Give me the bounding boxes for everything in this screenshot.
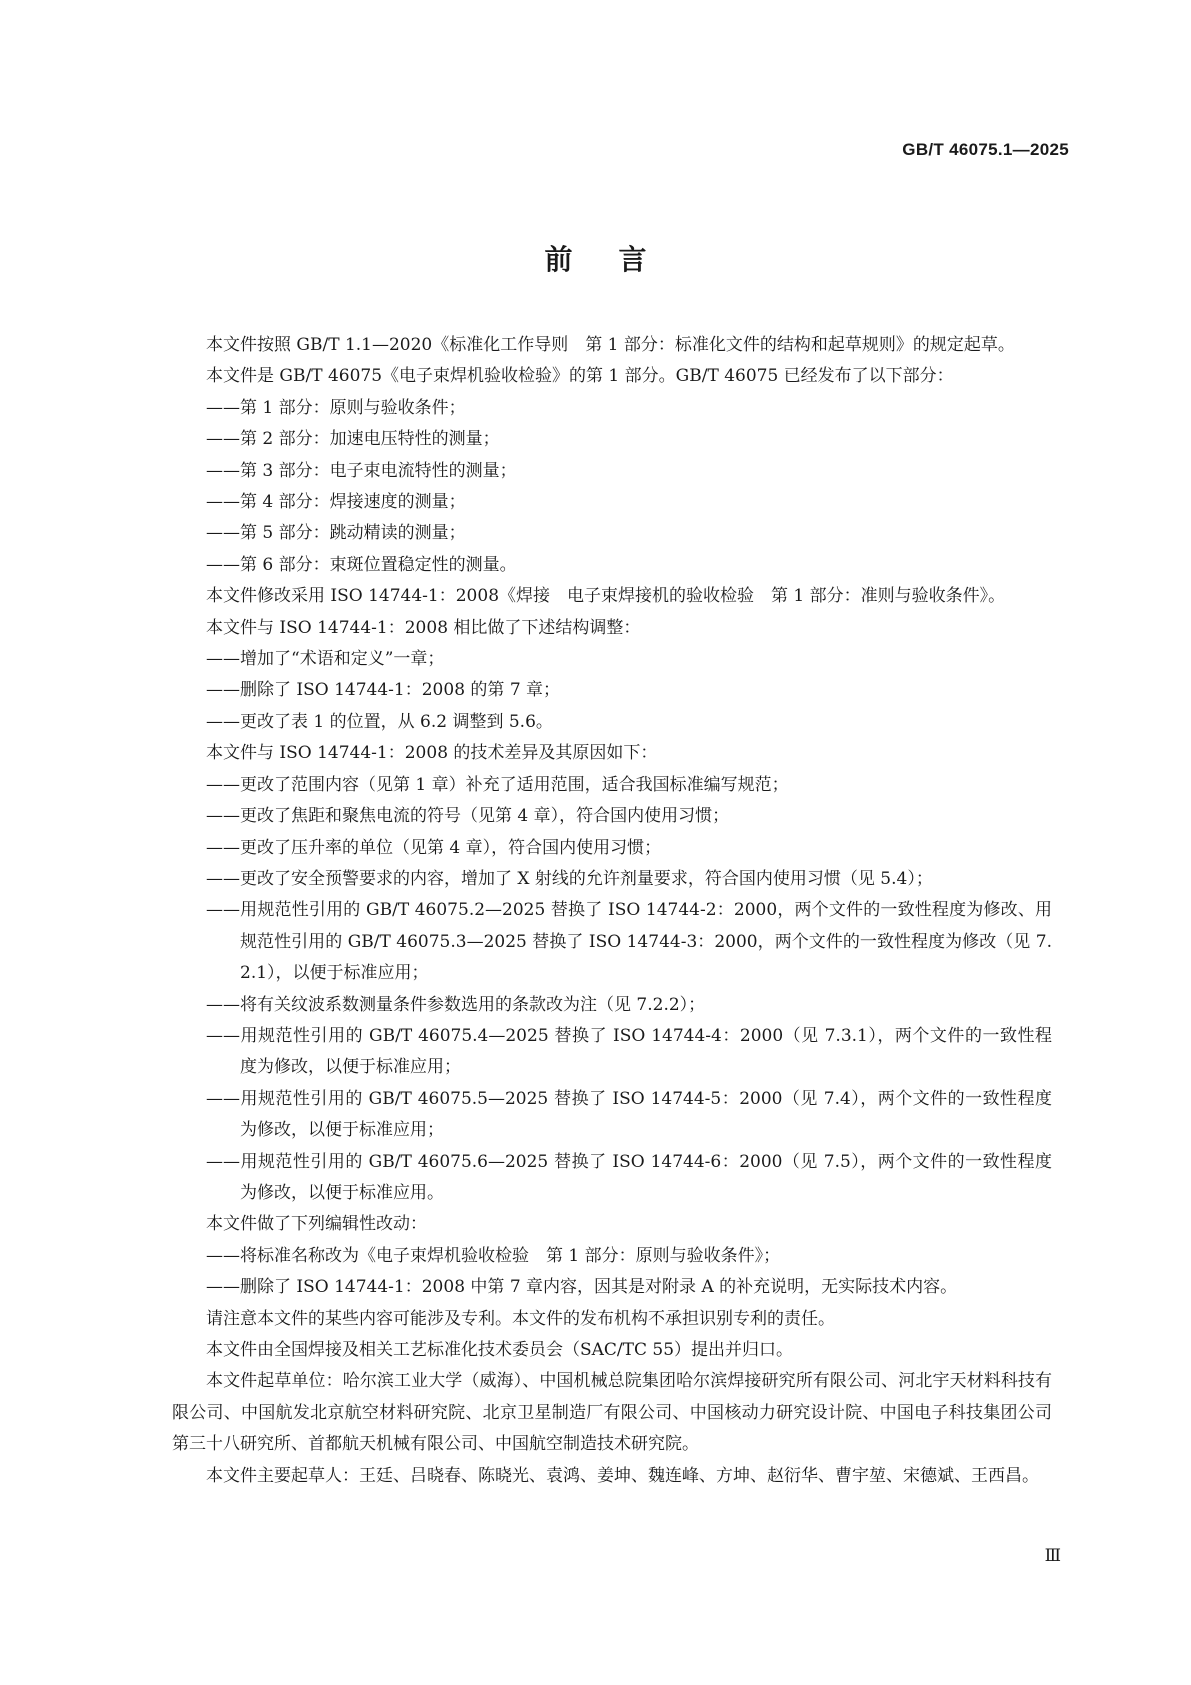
list-item: ——将有关纹波系数测量条件参数选用的条款改为注（见 7.2.2）； (206, 994, 706, 1015)
paragraph: 本文件是 GB/T 46075《电子束焊机验收检验》的第 1 部分。GB/T 46075 已经发布了以下部分： (206, 366, 954, 387)
paragraph: 本文件与 ISO 14744-1：2008 相比做了下述结构调整： (206, 617, 641, 638)
list-item: ——用规范性引用的 GB/T 46075.2—2025 替换了 ISO 14744-2：2000，两个文件的一致性程度为修改、用规范性引用的 GB/T 46075.3—2025 替换了 ISO 14744-3：2000，两个文件的一致性程度为修改（见 7.2.1），以便于标准应用； (206, 900, 1052, 984)
list-item: ——第 1 部分：原则与验收条件； (206, 397, 466, 418)
list-item: ——第 5 部分：跳动精读的测量； (206, 523, 466, 544)
list-item: ——第 3 部分：电子束电流特性的测量； (206, 460, 517, 481)
paragraph: 本文件做了下列编辑性改动： (206, 1214, 427, 1235)
list-item: ——更改了焦距和聚焦电流的符号（见第 4 章），符合国内使用习惯； (206, 806, 730, 827)
paragraph: 本文件由全国焊接及相关工艺标准化技术委员会（SAC/TC 55）提出并归口。 (206, 1340, 794, 1360)
list-item: ——将标准名称改为《电子束焊机验收检验 第 1 部分：原则与验收条件》； (206, 1245, 781, 1266)
list-item: ——更改了安全预警要求的内容，增加了 X 射线的允许剂量要求，符合国内使用习惯（见 5.4）； (206, 868, 933, 889)
list-item: ——用规范性引用的 GB/T 46075.6—2025 替换了 ISO 14744-6：2000（见 7.5），两个文件的一致性程度为修改，以便于标准应用。 (206, 1151, 1052, 1203)
list-item: ——删除了 ISO 14744-1：2008 中第 7 章内容，因其是对附录 A 的补充说明，无实际技术内容。 (206, 1277, 958, 1298)
list-item: ——更改了表 1 的位置，从 6.2 调整到 5.6。 (206, 711, 553, 732)
paragraph: 本文件与 ISO 14744-1：2008 的技术差异及其原因如下： (206, 743, 658, 764)
paragraph: 本文件起草单位：哈尔滨工业大学（威海）、中国机械总院集团哈尔滨焊接研究所有限公司、河北宇天材料科技有限公司、中国航发北京航空材料研究院、北京卫星制造厂有限公司、中国核动力研究设计院、中国电子科技集团公司第三十八研究所、首都航天机械有限公司、中国航空制造技术研究院。 (172, 1371, 1052, 1455)
paragraph: 请注意本文件的某些内容可能涉及专利。本文件的发布机构不承担识别专利的责任。 (206, 1308, 835, 1329)
list-item: ——更改了范围内容（见第 1 章）补充了适用范围，适合我国标准编写规范； (206, 774, 789, 795)
page-title: 前言 (544, 243, 693, 276)
list-item: ——第 6 部分：束斑位置稳定性的测量。 (206, 554, 517, 575)
document-code: GB/T 46075.1—2025 (902, 140, 1069, 159)
list-item: ——第 2 部分：加速电压特性的测量； (206, 429, 500, 450)
list-item: ——增加了“术语和定义”一章； (206, 649, 445, 670)
foreword-body (172, 330, 1052, 1492)
paragraph: 本文件修改采用 ISO 14744-1：2008《焊接 电子束焊接机的验收检验 第 1 部分：准则与验收条件》。 (206, 586, 1006, 607)
page-number: Ⅲ (1044, 1546, 1061, 1565)
paragraph: 本文件主要起草人：王廷、吕晓春、陈晓光、袁鸿、姜坤、魏连峰、方坤、赵衍华、曹宇堃、宋德斌、王西昌。 (206, 1465, 1039, 1486)
list-item: ——用规范性引用的 GB/T 46075.4—2025 替换了 ISO 14744-4：2000（见 7.3.1），两个文件的一致性程度为修改，以便于标准应用； (206, 1025, 1052, 1078)
list-item: ——更改了压升率的单位（见第 4 章），符合国内使用习惯； (206, 837, 662, 858)
list-item: ——第 4 部分：焊接速度的测量； (206, 492, 466, 513)
list-item: ——用规范性引用的 GB/T 46075.5—2025 替换了 ISO 14744-5：2000（见 7.4），两个文件的一致性程度为修改，以便于标准应用； (206, 1088, 1052, 1141)
paragraph: 本文件按照 GB/T 1.1—2020《标准化工作导则 第 1 部分：标准化文件的结构和起草规则》的规定起草。 (206, 335, 1015, 355)
list-item: ——删除了 ISO 14744-1：2008 的第 7 章； (206, 680, 561, 701)
